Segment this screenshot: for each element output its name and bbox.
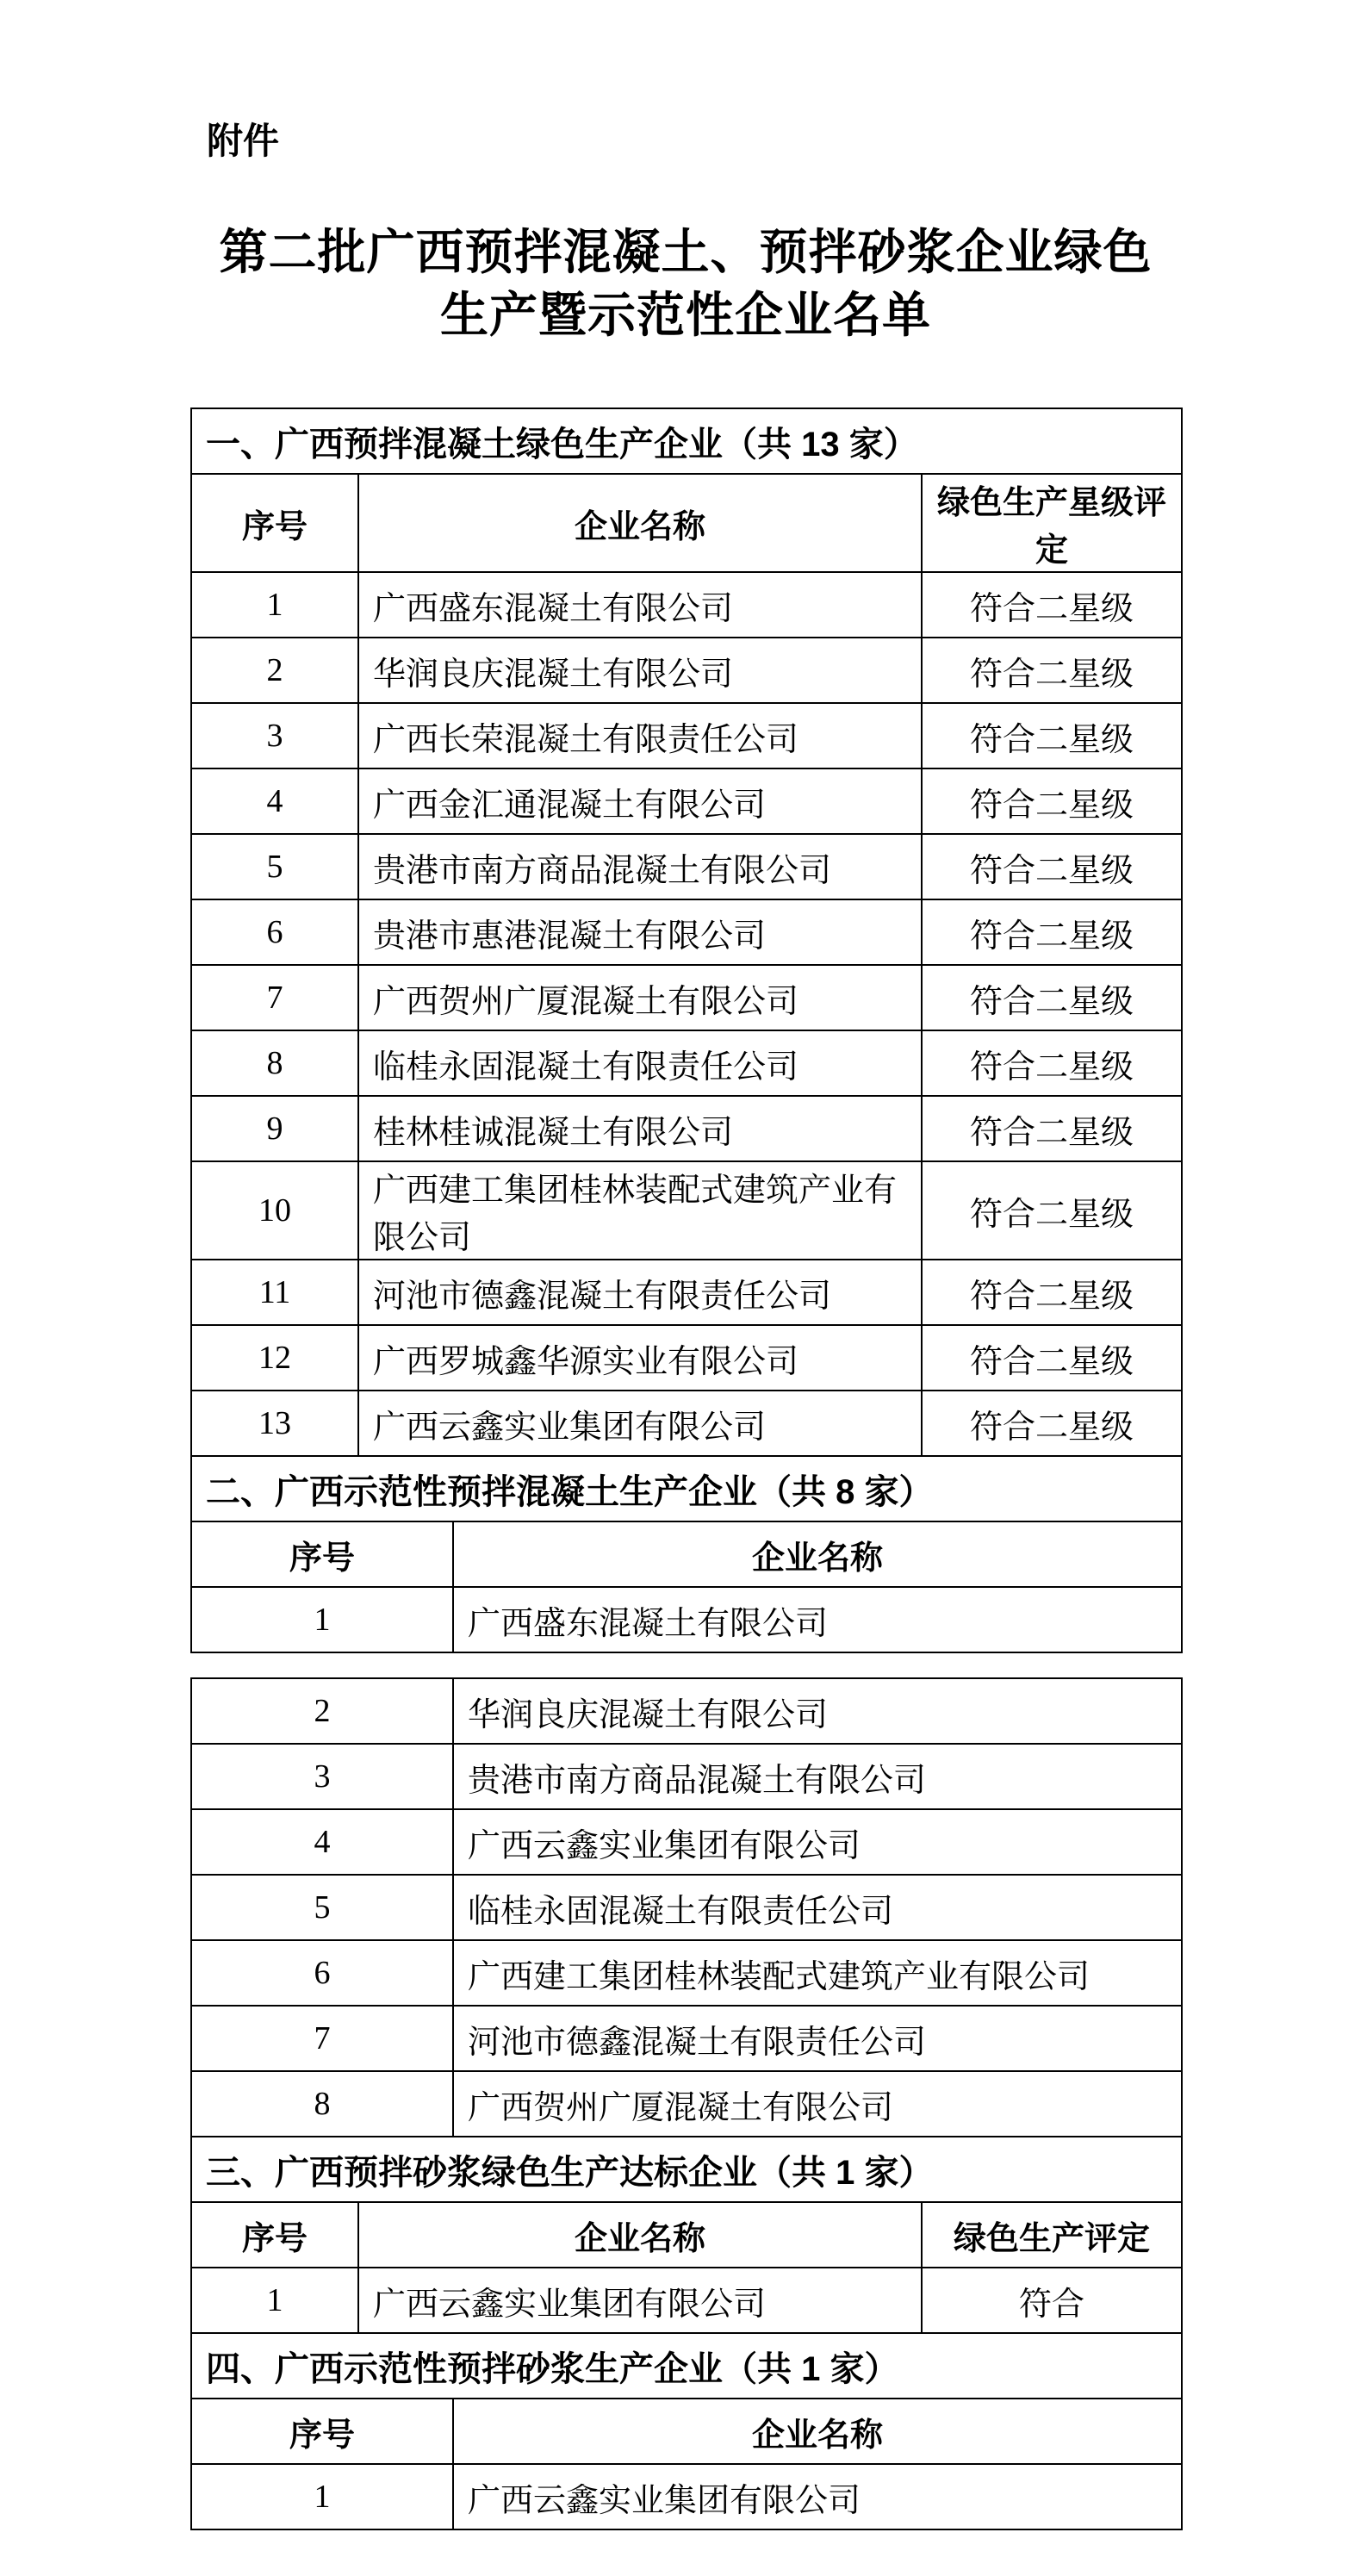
- tables-area: [190, 408, 1181, 2530]
- column-header-company-name: 企业名称: [453, 1521, 1182, 1587]
- column-header-index: 序号: [191, 2399, 453, 2464]
- document-title-line-1: 第二批广西预拌混凝土、预拌砂浆企业绿色: [219, 227, 1153, 280]
- table-row: [191, 899, 1182, 965]
- attachment-label: 附件: [207, 121, 280, 161]
- table-row: [191, 703, 1182, 768]
- company-name-cell: 广西盛东混凝土有限公司: [453, 1587, 1182, 1652]
- column-header-rating: 绿色生产评定: [922, 2202, 1182, 2268]
- rating-cell: 符合二星级: [922, 1391, 1182, 1456]
- table-row: [191, 768, 1182, 834]
- rating-cell: 符合: [922, 2268, 1182, 2333]
- company-name-cell: 华润良庆混凝土有限公司: [358, 638, 922, 703]
- rating-cell: 符合二星级: [922, 1325, 1182, 1391]
- rating-cell: 符合二星级: [922, 1260, 1182, 1325]
- row-index-cell: 4: [191, 768, 358, 834]
- table-row: [191, 2006, 1182, 2071]
- company-name-cell: 桂林桂诚混凝土有限公司: [358, 1096, 922, 1161]
- table-row: [191, 1096, 1182, 1161]
- company-name-cell: 广西罗城鑫华源实业有限公司: [358, 1325, 922, 1391]
- table-row: [191, 638, 1182, 703]
- rating-cell: 符合二星级: [922, 1161, 1182, 1260]
- column-header-company-name: 企业名称: [358, 474, 922, 572]
- row-index-cell: 2: [191, 638, 358, 703]
- table-row: [191, 572, 1182, 638]
- column-header-row: [191, 1521, 1182, 1587]
- rating-cell: 符合二星级: [922, 703, 1182, 768]
- table-row: [191, 2268, 1182, 2333]
- company-name-cell: 广西贺州广厦混凝土有限公司: [453, 2071, 1182, 2137]
- rating-cell: 符合二星级: [922, 638, 1182, 703]
- row-index-cell: 7: [191, 965, 358, 1030]
- company-name-cell: 临桂永固混凝土有限责任公司: [453, 1875, 1182, 1940]
- rating-cell: 符合二星级: [922, 1096, 1182, 1161]
- row-index-cell: 2: [191, 1678, 453, 1744]
- row-index-cell: 9: [191, 1096, 358, 1161]
- company-name-cell: 贵港市南方商品混凝土有限公司: [358, 834, 922, 899]
- company-name-cell: 临桂永固混凝土有限责任公司: [358, 1030, 922, 1096]
- company-name-cell: 广西云鑫实业集团有限公司: [453, 2464, 1182, 2529]
- company-name-cell: 贵港市惠港混凝土有限公司: [358, 899, 922, 965]
- row-index-cell: 7: [191, 2006, 453, 2071]
- row-index-cell: 12: [191, 1325, 358, 1391]
- rating-cell: 符合二星级: [922, 572, 1182, 638]
- company-name-cell: 广西建工集团桂林装配式建筑产业有限公司: [453, 1940, 1182, 2006]
- section-heading-row: [191, 2137, 1182, 2202]
- section-4-heading: 四、广西示范性预拌砂浆生产企业（共 1 家）: [191, 2333, 1182, 2399]
- document-title-line-2: 生产暨示范性企业名单: [440, 289, 931, 343]
- rating-cell: 符合二星级: [922, 768, 1182, 834]
- row-index-cell: 8: [191, 2071, 453, 2137]
- row-index-cell: 1: [191, 1587, 453, 1652]
- column-header-row: [191, 474, 1182, 572]
- document-title: [190, 222, 1181, 348]
- section-1-heading: 一、广西预拌混凝土绿色生产企业（共 13 家）: [191, 408, 1182, 474]
- company-name-cell: 广西贺州广厦混凝土有限公司: [358, 965, 922, 1030]
- table-row: [191, 1940, 1182, 2006]
- table-row: [191, 1030, 1182, 1096]
- row-index-cell: 13: [191, 1391, 358, 1456]
- table-row: [191, 1678, 1182, 1744]
- page-break-gap: [190, 1653, 1181, 1677]
- row-index-cell: 11: [191, 1260, 358, 1325]
- column-header-index: 序号: [191, 2202, 358, 2268]
- row-index-cell: 3: [191, 1744, 453, 1809]
- company-name-cell: 广西金汇通混凝土有限公司: [358, 768, 922, 834]
- company-name-cell: 广西盛东混凝土有限公司: [358, 572, 922, 638]
- row-index-cell: 5: [191, 834, 358, 899]
- section-2-heading: 二、广西示范性预拌混凝土生产企业（共 8 家）: [191, 1456, 1182, 1521]
- table-row: [191, 1260, 1182, 1325]
- column-header-index: 序号: [191, 1521, 453, 1587]
- company-name-cell: 河池市德鑫混凝土有限责任公司: [453, 2006, 1182, 2071]
- section-3-heading: 三、广西预拌砂浆绿色生产达标企业（共 1 家）: [191, 2137, 1182, 2202]
- row-index-cell: 1: [191, 2464, 453, 2529]
- section-2-table-part-1: [190, 1455, 1183, 1653]
- table-row: [191, 2464, 1182, 2529]
- company-name-cell: 华润良庆混凝土有限公司: [453, 1678, 1182, 1744]
- row-index-cell: 4: [191, 1809, 453, 1875]
- section-3-table: [190, 2136, 1183, 2334]
- rating-cell: 符合二星级: [922, 965, 1182, 1030]
- company-name-cell: 广西建工集团桂林装配式建筑产业有限公司: [358, 1161, 922, 1260]
- company-name-cell: 广西云鑫实业集团有限公司: [358, 1391, 922, 1456]
- table-row: [191, 834, 1182, 899]
- row-index-cell: 10: [191, 1161, 358, 1260]
- row-index-cell: 1: [191, 2268, 358, 2333]
- table-row: [191, 1161, 1182, 1260]
- table-row: [191, 1391, 1182, 1456]
- company-name-cell: 贵港市南方商品混凝土有限公司: [453, 1744, 1182, 1809]
- table-row: [191, 2071, 1182, 2137]
- row-index-cell: 6: [191, 899, 358, 965]
- row-index-cell: 1: [191, 572, 358, 638]
- section-4-table: [190, 2332, 1183, 2530]
- row-index-cell: 5: [191, 1875, 453, 1940]
- section-heading-row: [191, 1456, 1182, 1521]
- company-name-cell: 广西云鑫实业集团有限公司: [358, 2268, 922, 2333]
- section-1-table: [190, 408, 1183, 1457]
- column-header-rating: 绿色生产星级评定: [922, 474, 1182, 572]
- company-name-cell: 广西云鑫实业集团有限公司: [453, 1809, 1182, 1875]
- table-row: [191, 965, 1182, 1030]
- company-name-cell: 河池市德鑫混凝土有限责任公司: [358, 1260, 922, 1325]
- table-row: [191, 1587, 1182, 1652]
- section-heading-row: [191, 408, 1182, 474]
- section-heading-row: [191, 2333, 1182, 2399]
- column-header-row: [191, 2202, 1182, 2268]
- rating-cell: 符合二星级: [922, 1030, 1182, 1096]
- table-row: [191, 1744, 1182, 1809]
- table-row: [191, 1875, 1182, 1940]
- rating-cell: 符合二星级: [922, 834, 1182, 899]
- table-row: [191, 1325, 1182, 1391]
- rating-cell: 符合二星级: [922, 899, 1182, 965]
- column-header-company-name: 企业名称: [453, 2399, 1182, 2464]
- row-index-cell: 3: [191, 703, 358, 768]
- section-2-table-part-2: [190, 1677, 1183, 2137]
- row-index-cell: 8: [191, 1030, 358, 1096]
- company-name-cell: 广西长荣混凝土有限责任公司: [358, 703, 922, 768]
- row-index-cell: 6: [191, 1940, 453, 2006]
- column-header-company-name: 企业名称: [358, 2202, 922, 2268]
- table-row: [191, 1809, 1182, 1875]
- column-header-row: [191, 2399, 1182, 2464]
- column-header-index: 序号: [191, 474, 358, 572]
